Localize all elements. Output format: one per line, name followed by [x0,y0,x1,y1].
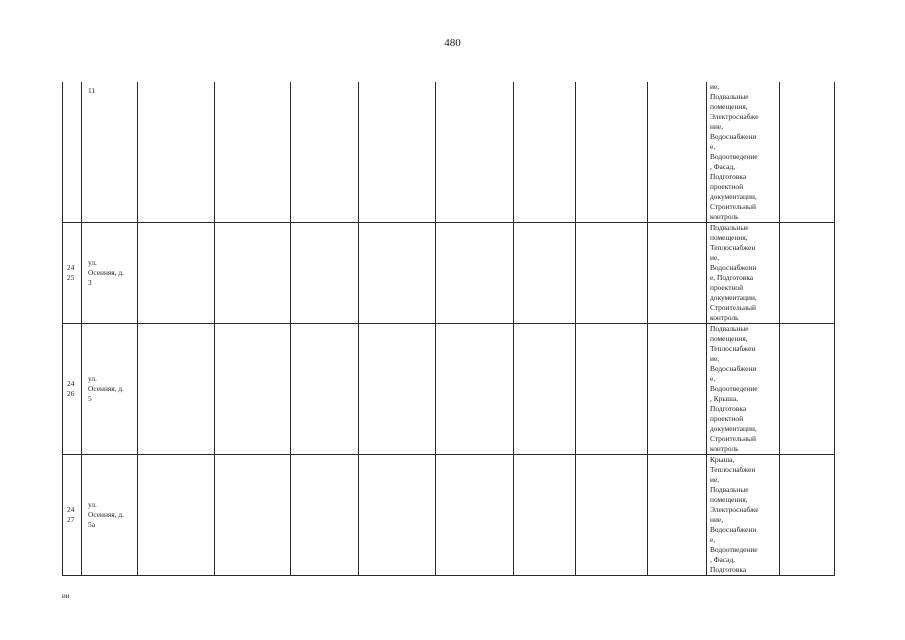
empty-cell [648,324,707,455]
empty-cell [436,455,514,576]
empty-cell [215,324,291,455]
table-row [63,455,835,576]
works-list-cell: ие, Подвальные помещения, Электроснабже ние, Водоснабжени е, Водоотведение , Фасад, Подготовка проектной документации, Строительный контроль [707,82,780,223]
empty-cell [648,455,707,576]
works-table [62,82,835,576]
empty-cell [215,223,291,324]
table-row [63,223,835,324]
empty-cell [215,455,291,576]
row-number-cell: 24 26 [63,324,82,455]
empty-cell [514,223,576,324]
address-cell: ул. Осенняя, д. 5а [82,455,138,576]
table-row [63,82,835,223]
empty-cell [436,223,514,324]
empty-cell [138,455,215,576]
empty-cell [215,82,291,223]
row-number-cell [63,82,82,223]
empty-cell [436,324,514,455]
works-list-cell: Подвальные помещения, Теплоснабжен ие, Водоснабжени е, Водоотведение , Крыша, Подготовка проектной документации, Строительный контроль [707,324,780,455]
empty-cell [359,324,436,455]
works-list-cell: Крыша, Теплоснабжен ие, Подвальные помещения, Электроснабже ние, Водоснабжени е, Водоотведение , Фасад, Подготовка [707,455,780,576]
empty-cell [780,223,835,324]
row-number-cell: 24 27 [63,455,82,576]
empty-cell [780,324,835,455]
empty-cell [780,455,835,576]
empty-cell [291,82,359,223]
table-row [63,324,835,455]
empty-cell [138,82,215,223]
empty-cell [576,455,648,576]
empty-cell [291,223,359,324]
empty-cell [514,324,576,455]
address-cell: 11 [82,82,138,223]
empty-cell [780,82,835,223]
address-cell: ул. Осенняя, д. 5 [82,324,138,455]
row-number-cell: 24 25 [63,223,82,324]
address-cell: ул. Осенняя, д. 3 [82,223,138,324]
empty-cell [514,82,576,223]
empty-cell [648,223,707,324]
empty-cell [359,455,436,576]
empty-cell [291,455,359,576]
empty-cell [576,223,648,324]
footer-mark: ии [62,592,70,600]
page-number: 480 [444,37,461,49]
works-list-cell: Подвальные помещения, Теплоснабжен ие, Водоснабжени е, Подготовка проектной документации, Строительный контроль [707,223,780,324]
empty-cell [138,223,215,324]
empty-cell [576,82,648,223]
empty-cell [359,223,436,324]
empty-cell [436,82,514,223]
empty-cell [514,455,576,576]
empty-cell [138,324,215,455]
empty-cell [291,324,359,455]
empty-cell [648,82,707,223]
empty-cell [576,324,648,455]
empty-cell [359,82,436,223]
